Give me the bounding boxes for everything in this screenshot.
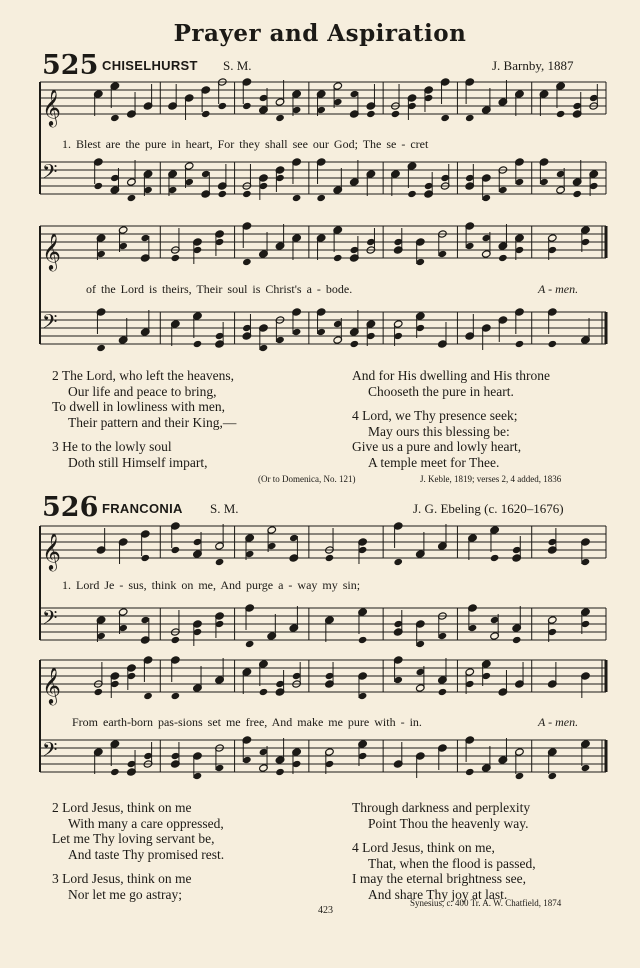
note-head: [512, 636, 522, 644]
note-head: [242, 190, 252, 198]
note-head: [171, 254, 181, 262]
verses-left: [52, 368, 236, 470]
bass-clef-icon: 𝄢: [42, 310, 58, 338]
note-head: [218, 190, 228, 198]
note-head: [127, 194, 137, 202]
note-head: [333, 254, 343, 262]
note-head: [215, 558, 225, 566]
note-head: [572, 190, 582, 198]
note-head: [96, 344, 106, 352]
treble-clef-icon: 𝄞: [42, 532, 61, 570]
verse-line: I may the eternal brightness see,: [352, 871, 526, 886]
author-credit: J. Keble, 1819; verses 2, 4 added, 1836: [420, 474, 562, 484]
verse-line: Chooseth the pure in heart.: [368, 383, 514, 399]
note-head: [515, 340, 525, 348]
bass-clef-icon: 𝄢: [42, 606, 58, 634]
note-head: [292, 194, 302, 202]
note-head: [275, 114, 285, 122]
note-head: [245, 640, 255, 648]
note-head: [498, 254, 508, 262]
note-head: [465, 114, 475, 122]
verse-line: 4 Lord, we Thy presence seek;: [352, 408, 518, 423]
note-head: [275, 768, 285, 776]
treble-clef-icon: 𝄞: [42, 232, 61, 270]
note-head: [193, 340, 203, 348]
lyric-line: 1. Blest are the pure in heart, For they shall see our God; The se - cret: [62, 137, 429, 151]
meter: S. M.: [210, 501, 239, 516]
verse-line: That, when the flood is passed,: [368, 855, 536, 871]
verse-line: And taste Thy promised rest.: [68, 846, 225, 862]
note-head: [350, 340, 360, 348]
verse-line: To dwell in lowliness with men,: [52, 399, 226, 414]
verse-line: Nor let me go astray;: [68, 886, 182, 902]
note-head: [490, 554, 500, 562]
verse-line: Give us a pure and lowly heart,: [352, 439, 522, 454]
note-head: [259, 688, 269, 696]
verse-line: Our life and peace to bring,: [68, 383, 217, 399]
verse-line: Through darkness and perplexity: [352, 800, 531, 815]
note-head: [358, 636, 368, 644]
tune-name: FRANCONIA: [102, 501, 183, 516]
note-head: [391, 110, 401, 118]
verses-left: [52, 800, 224, 902]
bass-clef-icon: 𝄢: [42, 738, 58, 766]
note-head: [171, 636, 181, 644]
amen: A - men.: [538, 715, 579, 729]
note-head: [440, 114, 450, 122]
verse-line: Their pattern and their King,—: [68, 414, 237, 430]
note-head: [438, 688, 448, 696]
note-head: [242, 258, 252, 266]
verse-line: May ours this blessing be:: [368, 423, 510, 439]
composer: J. Barnby, 1887: [492, 58, 574, 73]
verse-line: With many a care oppressed,: [68, 815, 224, 831]
verse-line: 4 Lord Jesus, think on me,: [352, 840, 495, 855]
page-number: 423: [318, 905, 333, 916]
composer: J. G. Ebeling (c. 1620–1676): [413, 501, 564, 516]
tune-name: CHISELHURST: [102, 58, 198, 73]
note-head: [366, 110, 376, 118]
bass-clef-icon: 𝄢: [42, 160, 58, 188]
note-head: [325, 554, 335, 562]
note-head: [110, 768, 120, 776]
note-head: [316, 194, 326, 202]
note-head: [548, 340, 558, 348]
verse-line: And share Thy joy at last.: [368, 886, 508, 902]
verse-line: Doth still Himself impart,: [68, 454, 208, 470]
amen: A - men.: [538, 282, 579, 296]
alt-tune-note: (Or to Domenica, No. 121): [258, 474, 356, 484]
note-head: [407, 190, 417, 198]
verse-line: 2 The Lord, who left the heavens,: [52, 368, 234, 383]
verse-line: 2 Lord Jesus, think on me: [52, 800, 192, 815]
note-head: [171, 692, 181, 700]
note-head: [143, 692, 153, 700]
author-credit: Synesius, c. 400 Tr. A. W. Chatfield, 1874: [410, 898, 562, 908]
note-head: [393, 558, 403, 566]
lyric-line: From earth-born pas-sions set me free, And make me pure with - in.: [72, 715, 422, 729]
note-head: [556, 110, 566, 118]
hymn-number: 525: [42, 50, 99, 81]
lyric-line: of the Lord is theirs, Their soul is Christ's a - bode.: [86, 282, 353, 296]
verses-right: [352, 800, 536, 902]
verses-right: [352, 368, 550, 470]
treble-clef-icon: 𝄞: [42, 666, 61, 704]
note-head: [465, 768, 475, 776]
verse-line: 3 Lord Jesus, think on me: [52, 871, 192, 886]
verse-line: A temple meet for Thee.: [368, 454, 500, 470]
verse-line: Point Thou the heavenly way.: [368, 815, 529, 831]
verse-line: And for His dwelling and His throne: [352, 368, 550, 383]
note-head: [110, 114, 120, 122]
treble-clef-icon: 𝄞: [42, 88, 61, 126]
verse-line: 3 He to the lowly soul: [52, 439, 172, 454]
page-title: Prayer and Aspiration: [173, 20, 467, 47]
meter: S. M.: [223, 58, 252, 73]
lyric-line: 1. Lord Je - sus, think on me, And purge a - way my sin;: [62, 578, 361, 592]
verse-line: Let me Thy loving servant be,: [52, 831, 215, 846]
note-head: [94, 688, 104, 696]
hymn-number: 526: [42, 492, 99, 523]
